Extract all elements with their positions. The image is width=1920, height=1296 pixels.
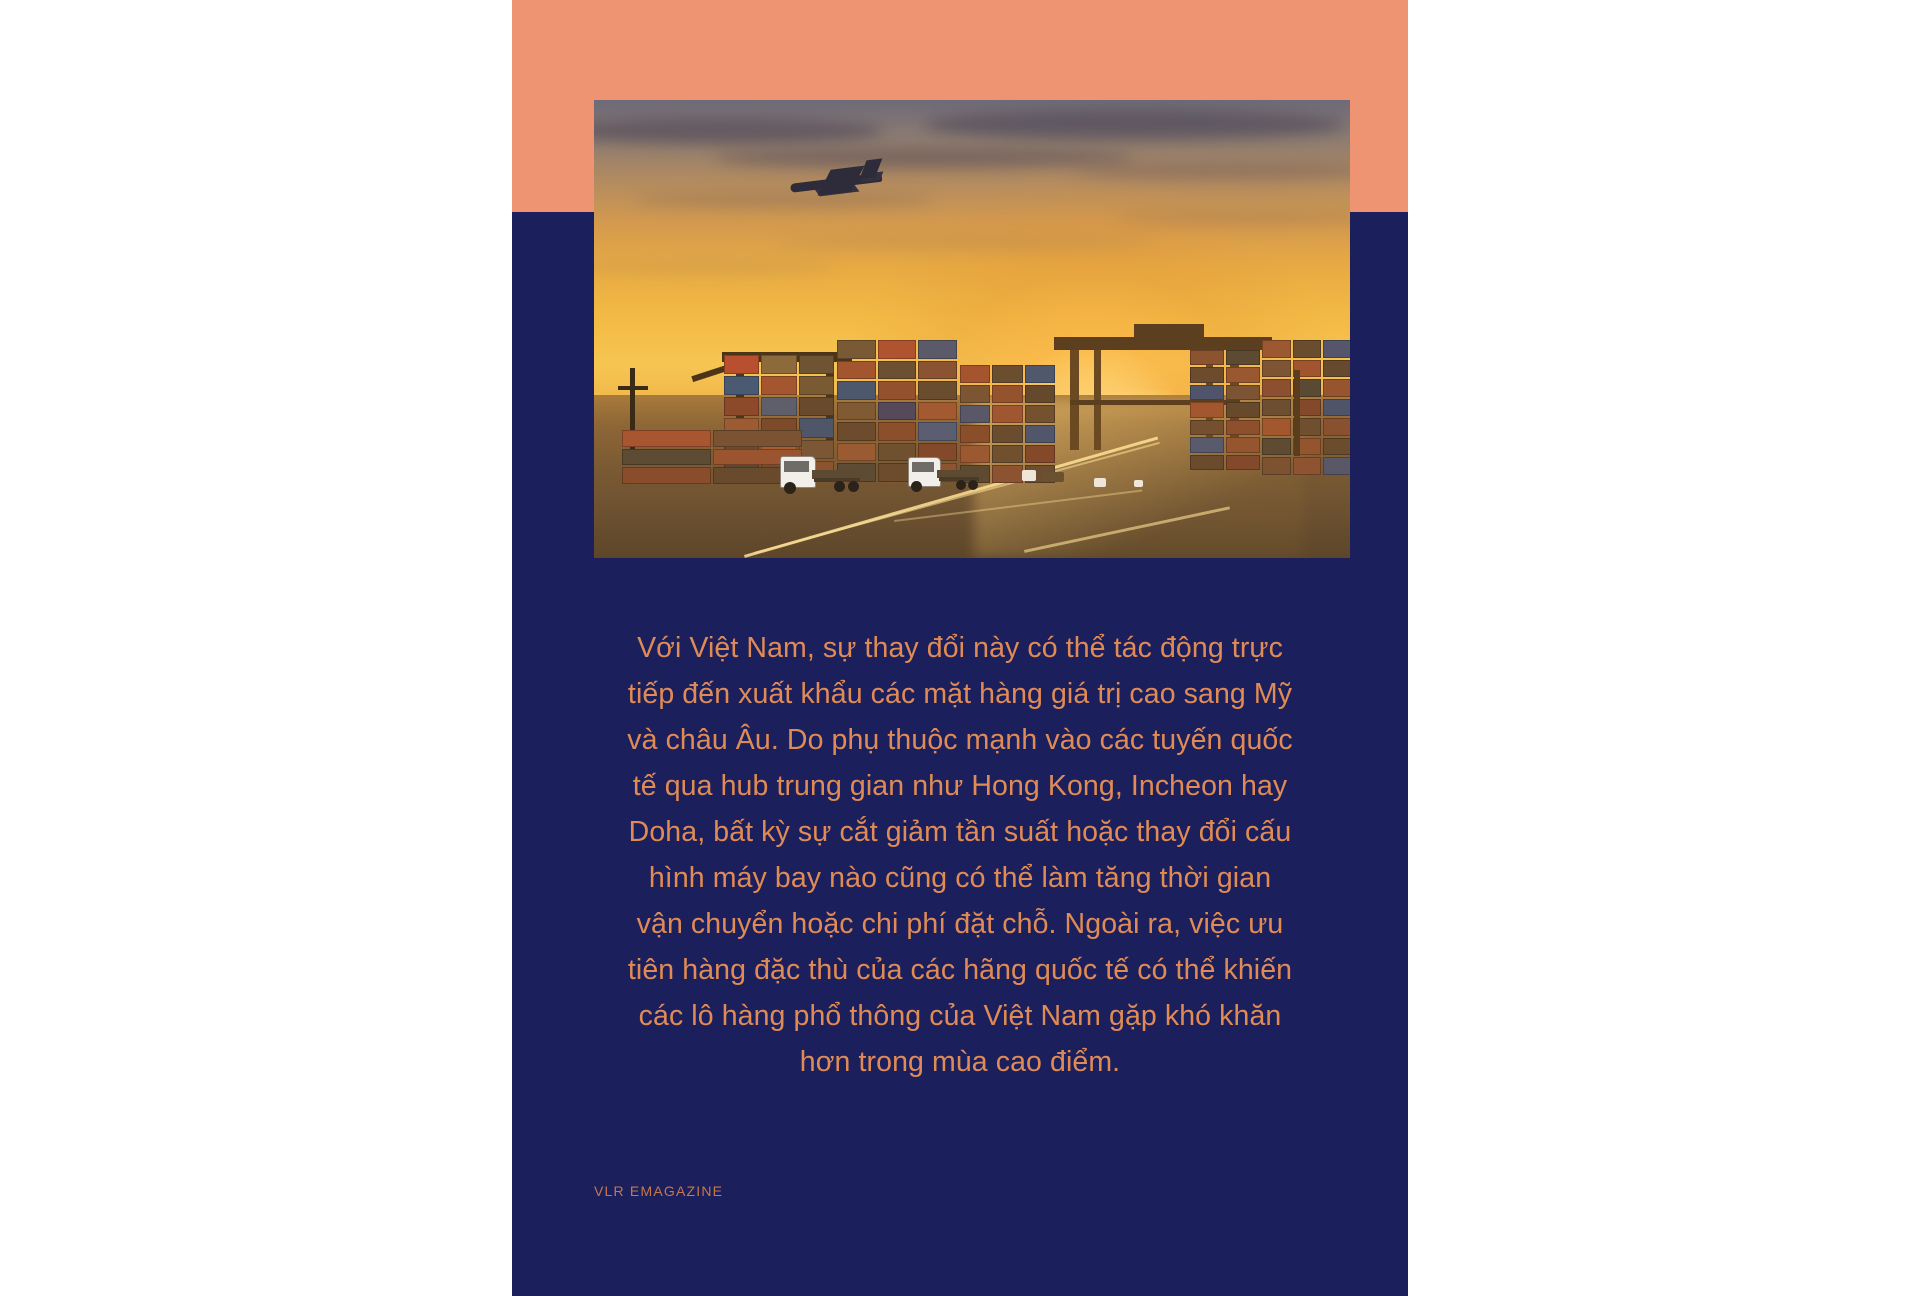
- container-truck: [906, 457, 984, 505]
- container-row-front: [622, 430, 802, 484]
- emagazine-card: [512, 0, 1408, 1296]
- port-tower: [1294, 370, 1300, 456]
- cloud-streak: [924, 110, 1344, 140]
- distant-vehicle: [1134, 480, 1143, 487]
- pull-quote: Với Việt Nam, sự thay đổi này có thể tác động trực tiếp đến xuất khẩu các mặt hàng giá trị cao sang Mỹ và châu Âu. Do phụ thuộc mạnh vào các tuyến quốc tế qua hub trung gian như Hong Kong, Incheon hay Doha, bất kỳ sự cắt giảm tần suất hoặc thay đổi cấu hình máy bay nào cũng có thể làm tăng thời gian vận chuyển hoặc chi phí đặt chỗ. Ngoài ra, việc ưu tiên hàng đặc thù của các hãng quốc tế có thể khiến các lô hàng phổ thông của Việt Nam gặp khó khăn hơn trong mùa cao điểm.: [627, 632, 1293, 1078]
- port-mast-crossbar: [618, 386, 648, 390]
- container-stack: [1262, 340, 1350, 475]
- cloud-streak: [634, 192, 934, 208]
- distant-vehicle: [1094, 478, 1106, 487]
- cloud-streak: [774, 235, 1154, 249]
- hero-photo: [594, 100, 1350, 558]
- distant-vehicle: [1022, 470, 1036, 481]
- distant-vehicle: [1042, 472, 1064, 482]
- container-truck: [778, 456, 864, 508]
- crane-operator-house: [1134, 324, 1204, 341]
- container-stack: [1190, 350, 1260, 470]
- footer-brand: VLR EMAGAZINE: [594, 1183, 724, 1199]
- cloud-streak: [714, 148, 1134, 168]
